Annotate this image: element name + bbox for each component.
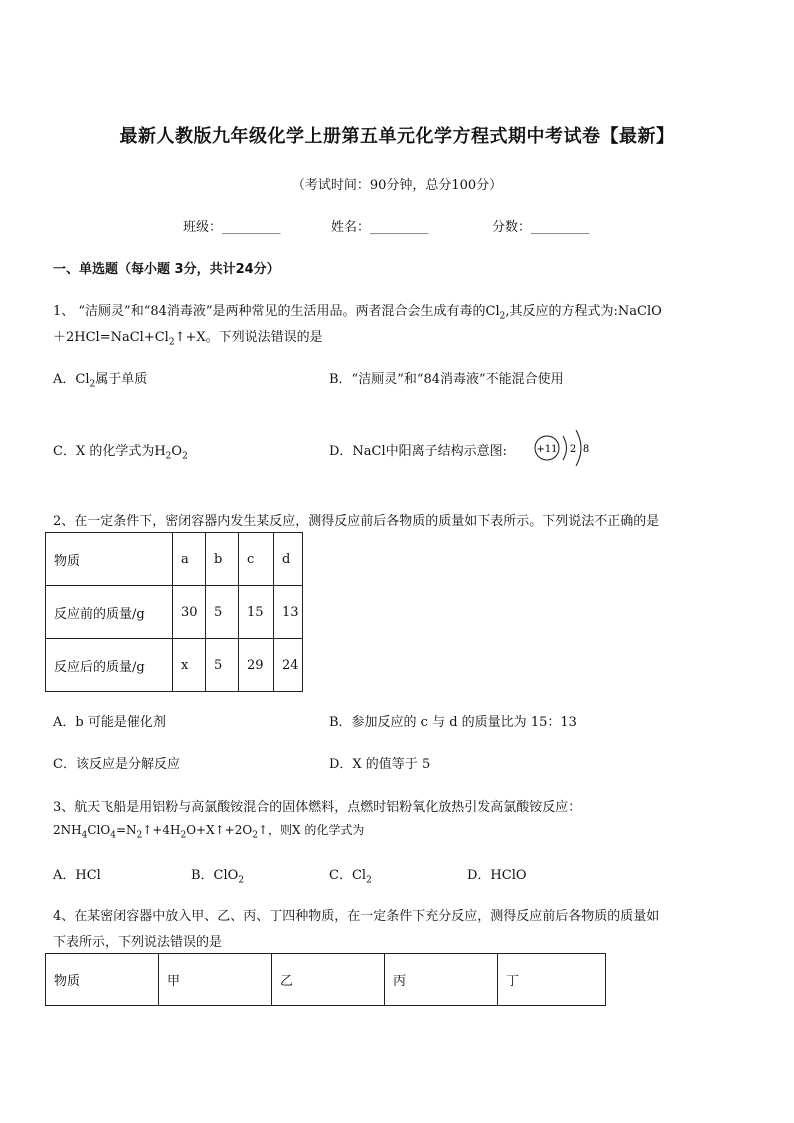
table-cell: d xyxy=(274,533,303,586)
table-cell: 反应前的质量/g xyxy=(46,586,173,639)
q1-option-d: D．NaCl中阳离子结构示意图: xyxy=(329,444,508,459)
table-cell: a xyxy=(173,533,206,586)
table-cell: 24 xyxy=(274,639,303,692)
table-cell: 物质 xyxy=(46,533,173,586)
electron-shell-1 xyxy=(563,436,567,460)
q2-option-b: B．参加反应的 c 与 d 的质量比为 15：13 xyxy=(329,715,577,730)
q1-stem-line2: $+2HCl=NaCl+Cl_2↑+X$。下列说法错误的是 xyxy=(53,330,323,348)
table-cell: 丙 xyxy=(385,954,498,1006)
table-cell: 甲 xyxy=(159,954,272,1006)
q1-option-c: C．X 的化学式为$H_2O_2$ xyxy=(53,444,188,462)
q2-stem: 2、在一定条件下，密闭容器内发生某反应，测得反应前后各物质的质量如下表所示。下列说法不正确的是 xyxy=(53,514,660,529)
q2-data-table xyxy=(45,532,303,692)
q4-stem-line2: 下表所示，下列说法错误的是 xyxy=(53,935,223,950)
class-field: 班级：_________ xyxy=(183,220,281,235)
table-row xyxy=(46,586,303,639)
q3-stem-line1: 3、航天飞船是用铝粉与高氯酸铵混合的固体燃料，点燃时铝粉氧化放热引发高氯酸铵反应： xyxy=(53,800,582,815)
score-field: 分数：_________ xyxy=(492,220,590,235)
q1-option-a: A．$Cl_2$属于单质 xyxy=(53,372,148,390)
q3-equation: $2NH_4ClO_4=N_2↑+4H_2O+X↑+2O_2↑$，则X 的化学式为 xyxy=(53,823,365,841)
page-title: 最新人教版九年级化学上册第五单元化学方程式期中考试卷【最新】 xyxy=(119,126,675,147)
shell-2-electrons: 8 xyxy=(582,444,590,455)
nucleus-label: +11 xyxy=(536,444,558,455)
table-row xyxy=(46,533,303,586)
table-cell: 30 xyxy=(173,586,206,639)
table-cell: x xyxy=(173,639,206,692)
q3-option-d: D．HClO xyxy=(467,868,527,883)
q4-data-table xyxy=(45,953,606,1006)
table-cell: 乙 xyxy=(272,954,385,1006)
table-row xyxy=(46,954,606,1006)
q2-option-c: C．该反应是分解反应 xyxy=(53,757,180,772)
table-cell: 29 xyxy=(239,639,274,692)
q1-stem-line1: 1、 “洁厕灵”和“84消毒液”是两种常见的生活用品。两者混合会生成有毒的$Cl_2$,其反应的方程式为:NaClO xyxy=(53,304,662,322)
exam-info: （考试时间：90分钟，总分100分） xyxy=(291,178,503,193)
q3-option-b: B．ClO$_2$ xyxy=(191,868,245,886)
table-cell: 反应后的质量/g xyxy=(46,639,173,692)
table-cell: 丁 xyxy=(498,954,606,1006)
q4-stem-line1: 4、在某密闭容器中放入甲、乙、丙、丁四种物质，在一定条件下充分反应，测得反应前后各物质的质量如 xyxy=(53,909,660,924)
q1-option-b: B．“洁厕灵”和“84消毒液”不能混合使用 xyxy=(329,372,564,387)
q2-option-a: A．b 可能是催化剂 xyxy=(53,715,166,730)
table-cell: 15 xyxy=(239,586,274,639)
q2-option-d: D．X 的值等于 5 xyxy=(329,757,431,772)
shell-1-electrons: 2 xyxy=(569,444,577,455)
q3-option-c: C．$Cl_2$ xyxy=(329,868,372,886)
table-cell: b xyxy=(206,533,239,586)
table-cell: 5 xyxy=(206,586,239,639)
section-heading: 一、单选题（每小题 3分，共计24分） xyxy=(53,262,280,277)
table-cell: 5 xyxy=(206,639,239,692)
name-field: 姓名：_________ xyxy=(331,220,429,235)
electron-shell-2 xyxy=(576,430,581,466)
ion-structure-diagram xyxy=(530,430,600,466)
table-cell: 物质 xyxy=(46,954,159,1006)
table-cell: c xyxy=(239,533,274,586)
q3-option-a: A．HCl xyxy=(53,868,101,883)
table-cell: 13 xyxy=(274,586,303,639)
table-row xyxy=(46,639,303,692)
